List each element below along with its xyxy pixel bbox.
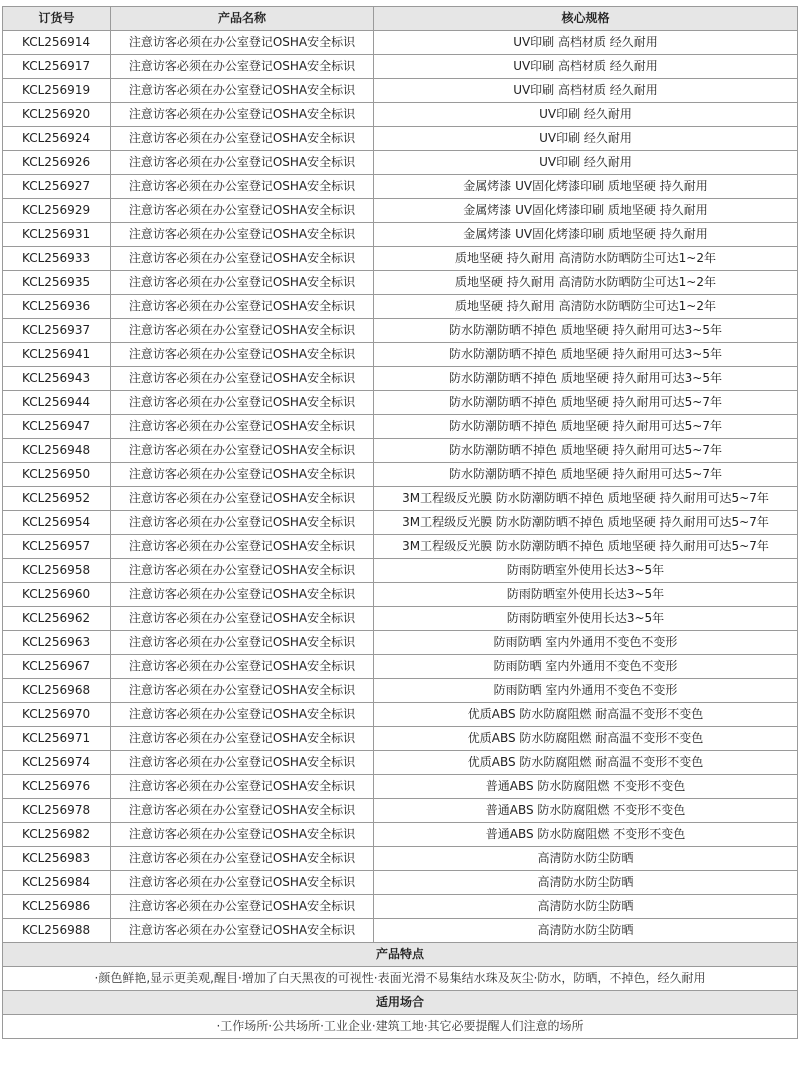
table-row xyxy=(3,679,798,703)
features-title-row xyxy=(3,943,798,967)
order-code-cell: KCL256976 xyxy=(3,775,111,799)
product-name-cell: 注意访客必须在办公室登记OSHA安全标识 xyxy=(111,703,374,727)
order-code-cell: KCL256952 xyxy=(3,487,111,511)
order-code-cell: KCL256982 xyxy=(3,823,111,847)
product-name-cell: 注意访客必须在办公室登记OSHA安全标识 xyxy=(111,127,374,151)
core-spec-cell: UV印刷 高档材质 经久耐用 xyxy=(374,55,798,79)
product-name-cell: 注意访客必须在办公室登记OSHA安全标识 xyxy=(111,391,374,415)
product-name-cell: 注意访客必须在办公室登记OSHA安全标识 xyxy=(111,751,374,775)
product-name-cell: 注意访客必须在办公室登记OSHA安全标识 xyxy=(111,775,374,799)
table-row xyxy=(3,895,798,919)
core-spec-cell: 防水防潮防晒不掉色 质地坚硬 持久耐用可达3~5年 xyxy=(374,367,798,391)
order-code-cell: KCL256947 xyxy=(3,415,111,439)
table-row xyxy=(3,919,798,943)
header-core-spec: 核心规格 xyxy=(374,7,798,31)
core-spec-cell: 3M工程级反光膜 防水防潮防晒不掉色 质地坚硬 持久耐用可达5~7年 xyxy=(374,535,798,559)
product-name-cell: 注意访客必须在办公室登记OSHA安全标识 xyxy=(111,31,374,55)
order-code-cell: KCL256933 xyxy=(3,247,111,271)
core-spec-cell: 优质ABS 防水防腐阻燃 耐高温不变形不变色 xyxy=(374,703,798,727)
order-code-cell: KCL256971 xyxy=(3,727,111,751)
table-row xyxy=(3,343,798,367)
order-code-cell: KCL256931 xyxy=(3,223,111,247)
table-row xyxy=(3,415,798,439)
core-spec-cell: 优质ABS 防水防腐阻燃 耐高温不变形不变色 xyxy=(374,751,798,775)
core-spec-cell: 高清防水防尘防晒 xyxy=(374,919,798,943)
order-code-cell: KCL256963 xyxy=(3,631,111,655)
core-spec-cell: 防雨防晒 室内外通用不变色不变形 xyxy=(374,679,798,703)
table-row xyxy=(3,727,798,751)
core-spec-cell: UV印刷 高档材质 经久耐用 xyxy=(374,79,798,103)
order-code-cell: KCL256936 xyxy=(3,295,111,319)
product-spec-table xyxy=(2,6,798,1039)
core-spec-cell: 高清防水防尘防晒 xyxy=(374,895,798,919)
product-name-cell: 注意访客必须在办公室登记OSHA安全标识 xyxy=(111,367,374,391)
header-product-name: 产品名称 xyxy=(111,7,374,31)
order-code-cell: KCL256957 xyxy=(3,535,111,559)
table-row xyxy=(3,55,798,79)
product-name-cell: 注意访客必须在办公室登记OSHA安全标识 xyxy=(111,223,374,247)
core-spec-cell: 防水防潮防晒不掉色 质地坚硬 持久耐用可达5~7年 xyxy=(374,391,798,415)
table-row xyxy=(3,583,798,607)
product-name-cell: 注意访客必须在办公室登记OSHA安全标识 xyxy=(111,679,374,703)
features-title: 产品特点 xyxy=(3,943,798,967)
order-code-cell: KCL256958 xyxy=(3,559,111,583)
table-row xyxy=(3,319,798,343)
order-code-cell: KCL256970 xyxy=(3,703,111,727)
features-text: ·颜色鲜艳,显示更美观,醒目·增加了白天黑夜的可视性·表面光滑不易集结水珠及灰尘·防水，防晒，不掉色，经久耐用 xyxy=(3,967,798,991)
usage-title: 适用场合 xyxy=(3,991,798,1015)
features-text-row xyxy=(3,967,798,991)
table-row xyxy=(3,391,798,415)
core-spec-cell: 3M工程级反光膜 防水防潮防晒不掉色 质地坚硬 持久耐用可达5~7年 xyxy=(374,511,798,535)
core-spec-cell: 金属烤漆 UV固化烤漆印刷 质地坚硬 持久耐用 xyxy=(374,199,798,223)
core-spec-cell: 高清防水防尘防晒 xyxy=(374,847,798,871)
order-code-cell: KCL256954 xyxy=(3,511,111,535)
table-row xyxy=(3,199,798,223)
core-spec-cell: 质地坚硬 持久耐用 高清防水防晒防尘可达1~2年 xyxy=(374,247,798,271)
order-code-cell: KCL256927 xyxy=(3,175,111,199)
order-code-cell: KCL256986 xyxy=(3,895,111,919)
table-row xyxy=(3,751,798,775)
core-spec-cell: 金属烤漆 UV固化烤漆印刷 质地坚硬 持久耐用 xyxy=(374,223,798,247)
core-spec-cell: 质地坚硬 持久耐用 高清防水防晒防尘可达1~2年 xyxy=(374,295,798,319)
product-name-cell: 注意访客必须在办公室登记OSHA安全标识 xyxy=(111,79,374,103)
table-row xyxy=(3,103,798,127)
table-row xyxy=(3,31,798,55)
product-name-cell: 注意访客必须在办公室登记OSHA安全标识 xyxy=(111,559,374,583)
core-spec-cell: UV印刷 经久耐用 xyxy=(374,103,798,127)
core-spec-cell: 防水防潮防晒不掉色 质地坚硬 持久耐用可达3~5年 xyxy=(374,319,798,343)
product-name-cell: 注意访客必须在办公室登记OSHA安全标识 xyxy=(111,319,374,343)
core-spec-cell: UV印刷 高档材质 经久耐用 xyxy=(374,31,798,55)
core-spec-cell: 普通ABS 防水防腐阻燃 不变形不变色 xyxy=(374,775,798,799)
table-header-row xyxy=(3,7,798,31)
table-row xyxy=(3,631,798,655)
order-code-cell: KCL256960 xyxy=(3,583,111,607)
order-code-cell: KCL256914 xyxy=(3,31,111,55)
order-code-cell: KCL256978 xyxy=(3,799,111,823)
product-name-cell: 注意访客必须在办公室登记OSHA安全标识 xyxy=(111,847,374,871)
product-name-cell: 注意访客必须在办公室登记OSHA安全标识 xyxy=(111,295,374,319)
product-name-cell: 注意访客必须在办公室登记OSHA安全标识 xyxy=(111,919,374,943)
table-row xyxy=(3,655,798,679)
product-name-cell: 注意访客必须在办公室登记OSHA安全标识 xyxy=(111,247,374,271)
order-code-cell: KCL256962 xyxy=(3,607,111,631)
product-name-cell: 注意访客必须在办公室登记OSHA安全标识 xyxy=(111,895,374,919)
product-name-cell: 注意访客必须在办公室登记OSHA安全标识 xyxy=(111,487,374,511)
table-row xyxy=(3,871,798,895)
order-code-cell: KCL256974 xyxy=(3,751,111,775)
header-order-code: 订货号 xyxy=(3,7,111,31)
product-name-cell: 注意访客必须在办公室登记OSHA安全标识 xyxy=(111,871,374,895)
table-row xyxy=(3,559,798,583)
core-spec-cell: 防水防潮防晒不掉色 质地坚硬 持久耐用可达5~7年 xyxy=(374,415,798,439)
core-spec-cell: 高清防水防尘防晒 xyxy=(374,871,798,895)
core-spec-cell: 防雨防晒室外使用长达3~5年 xyxy=(374,583,798,607)
table-row xyxy=(3,775,798,799)
product-name-cell: 注意访客必须在办公室登记OSHA安全标识 xyxy=(111,727,374,751)
core-spec-cell: 金属烤漆 UV固化烤漆印刷 质地坚硬 持久耐用 xyxy=(374,175,798,199)
table-row xyxy=(3,703,798,727)
product-name-cell: 注意访客必须在办公室登记OSHA安全标识 xyxy=(111,823,374,847)
product-name-cell: 注意访客必须在办公室登记OSHA安全标识 xyxy=(111,271,374,295)
product-name-cell: 注意访客必须在办公室登记OSHA安全标识 xyxy=(111,199,374,223)
table-row xyxy=(3,607,798,631)
table-row xyxy=(3,535,798,559)
core-spec-cell: 优质ABS 防水防腐阻燃 耐高温不变形不变色 xyxy=(374,727,798,751)
product-name-cell: 注意访客必须在办公室登记OSHA安全标识 xyxy=(111,439,374,463)
table-row xyxy=(3,271,798,295)
product-name-cell: 注意访客必须在办公室登记OSHA安全标识 xyxy=(111,631,374,655)
table-row xyxy=(3,439,798,463)
product-name-cell: 注意访客必须在办公室登记OSHA安全标识 xyxy=(111,535,374,559)
order-code-cell: KCL256924 xyxy=(3,127,111,151)
usage-title-row xyxy=(3,991,798,1015)
product-name-cell: 注意访客必须在办公室登记OSHA安全标识 xyxy=(111,151,374,175)
table-row xyxy=(3,847,798,871)
table-row xyxy=(3,127,798,151)
core-spec-cell: 防水防潮防晒不掉色 质地坚硬 持久耐用可达3~5年 xyxy=(374,343,798,367)
product-name-cell: 注意访客必须在办公室登记OSHA安全标识 xyxy=(111,583,374,607)
core-spec-cell: 防雨防晒室外使用长达3~5年 xyxy=(374,607,798,631)
product-name-cell: 注意访客必须在办公室登记OSHA安全标识 xyxy=(111,463,374,487)
core-spec-cell: 普通ABS 防水防腐阻燃 不变形不变色 xyxy=(374,823,798,847)
order-code-cell: KCL256950 xyxy=(3,463,111,487)
table-row xyxy=(3,295,798,319)
core-spec-cell: 防雨防晒室外使用长达3~5年 xyxy=(374,559,798,583)
table-row xyxy=(3,223,798,247)
order-code-cell: KCL256929 xyxy=(3,199,111,223)
table-body xyxy=(3,31,798,943)
table-row xyxy=(3,463,798,487)
order-code-cell: KCL256935 xyxy=(3,271,111,295)
order-code-cell: KCL256943 xyxy=(3,367,111,391)
order-code-cell: KCL256919 xyxy=(3,79,111,103)
table-row xyxy=(3,487,798,511)
product-name-cell: 注意访客必须在办公室登记OSHA安全标识 xyxy=(111,103,374,127)
order-code-cell: KCL256937 xyxy=(3,319,111,343)
product-name-cell: 注意访客必须在办公室登记OSHA安全标识 xyxy=(111,343,374,367)
table-row xyxy=(3,799,798,823)
order-code-cell: KCL256948 xyxy=(3,439,111,463)
table-row xyxy=(3,247,798,271)
order-code-cell: KCL256983 xyxy=(3,847,111,871)
table-row xyxy=(3,151,798,175)
product-name-cell: 注意访客必须在办公室登记OSHA安全标识 xyxy=(111,799,374,823)
product-name-cell: 注意访客必须在办公室登记OSHA安全标识 xyxy=(111,415,374,439)
order-code-cell: KCL256988 xyxy=(3,919,111,943)
order-code-cell: KCL256984 xyxy=(3,871,111,895)
core-spec-cell: 质地坚硬 持久耐用 高清防水防晒防尘可达1~2年 xyxy=(374,271,798,295)
order-code-cell: KCL256944 xyxy=(3,391,111,415)
usage-text-row xyxy=(3,1015,798,1039)
usage-text: ·工作场所·公共场所·工业企业·建筑工地·其它必要提醒人们注意的场所 xyxy=(3,1015,798,1039)
table-row xyxy=(3,367,798,391)
core-spec-cell: UV印刷 经久耐用 xyxy=(374,127,798,151)
order-code-cell: KCL256920 xyxy=(3,103,111,127)
order-code-cell: KCL256917 xyxy=(3,55,111,79)
core-spec-cell: 防水防潮防晒不掉色 质地坚硬 持久耐用可达5~7年 xyxy=(374,463,798,487)
table-row xyxy=(3,175,798,199)
product-name-cell: 注意访客必须在办公室登记OSHA安全标识 xyxy=(111,55,374,79)
core-spec-cell: UV印刷 经久耐用 xyxy=(374,151,798,175)
order-code-cell: KCL256941 xyxy=(3,343,111,367)
core-spec-cell: 防雨防晒 室内外通用不变色不变形 xyxy=(374,631,798,655)
core-spec-cell: 普通ABS 防水防腐阻燃 不变形不变色 xyxy=(374,799,798,823)
core-spec-cell: 防水防潮防晒不掉色 质地坚硬 持久耐用可达5~7年 xyxy=(374,439,798,463)
product-name-cell: 注意访客必须在办公室登记OSHA安全标识 xyxy=(111,175,374,199)
product-name-cell: 注意访客必须在办公室登记OSHA安全标识 xyxy=(111,655,374,679)
table-row xyxy=(3,79,798,103)
table-row xyxy=(3,511,798,535)
core-spec-cell: 3M工程级反光膜 防水防潮防晒不掉色 质地坚硬 持久耐用可达5~7年 xyxy=(374,487,798,511)
table-row xyxy=(3,823,798,847)
core-spec-cell: 防雨防晒 室内外通用不变色不变形 xyxy=(374,655,798,679)
product-name-cell: 注意访客必须在办公室登记OSHA安全标识 xyxy=(111,511,374,535)
order-code-cell: KCL256967 xyxy=(3,655,111,679)
product-name-cell: 注意访客必须在办公室登记OSHA安全标识 xyxy=(111,607,374,631)
order-code-cell: KCL256968 xyxy=(3,679,111,703)
order-code-cell: KCL256926 xyxy=(3,151,111,175)
